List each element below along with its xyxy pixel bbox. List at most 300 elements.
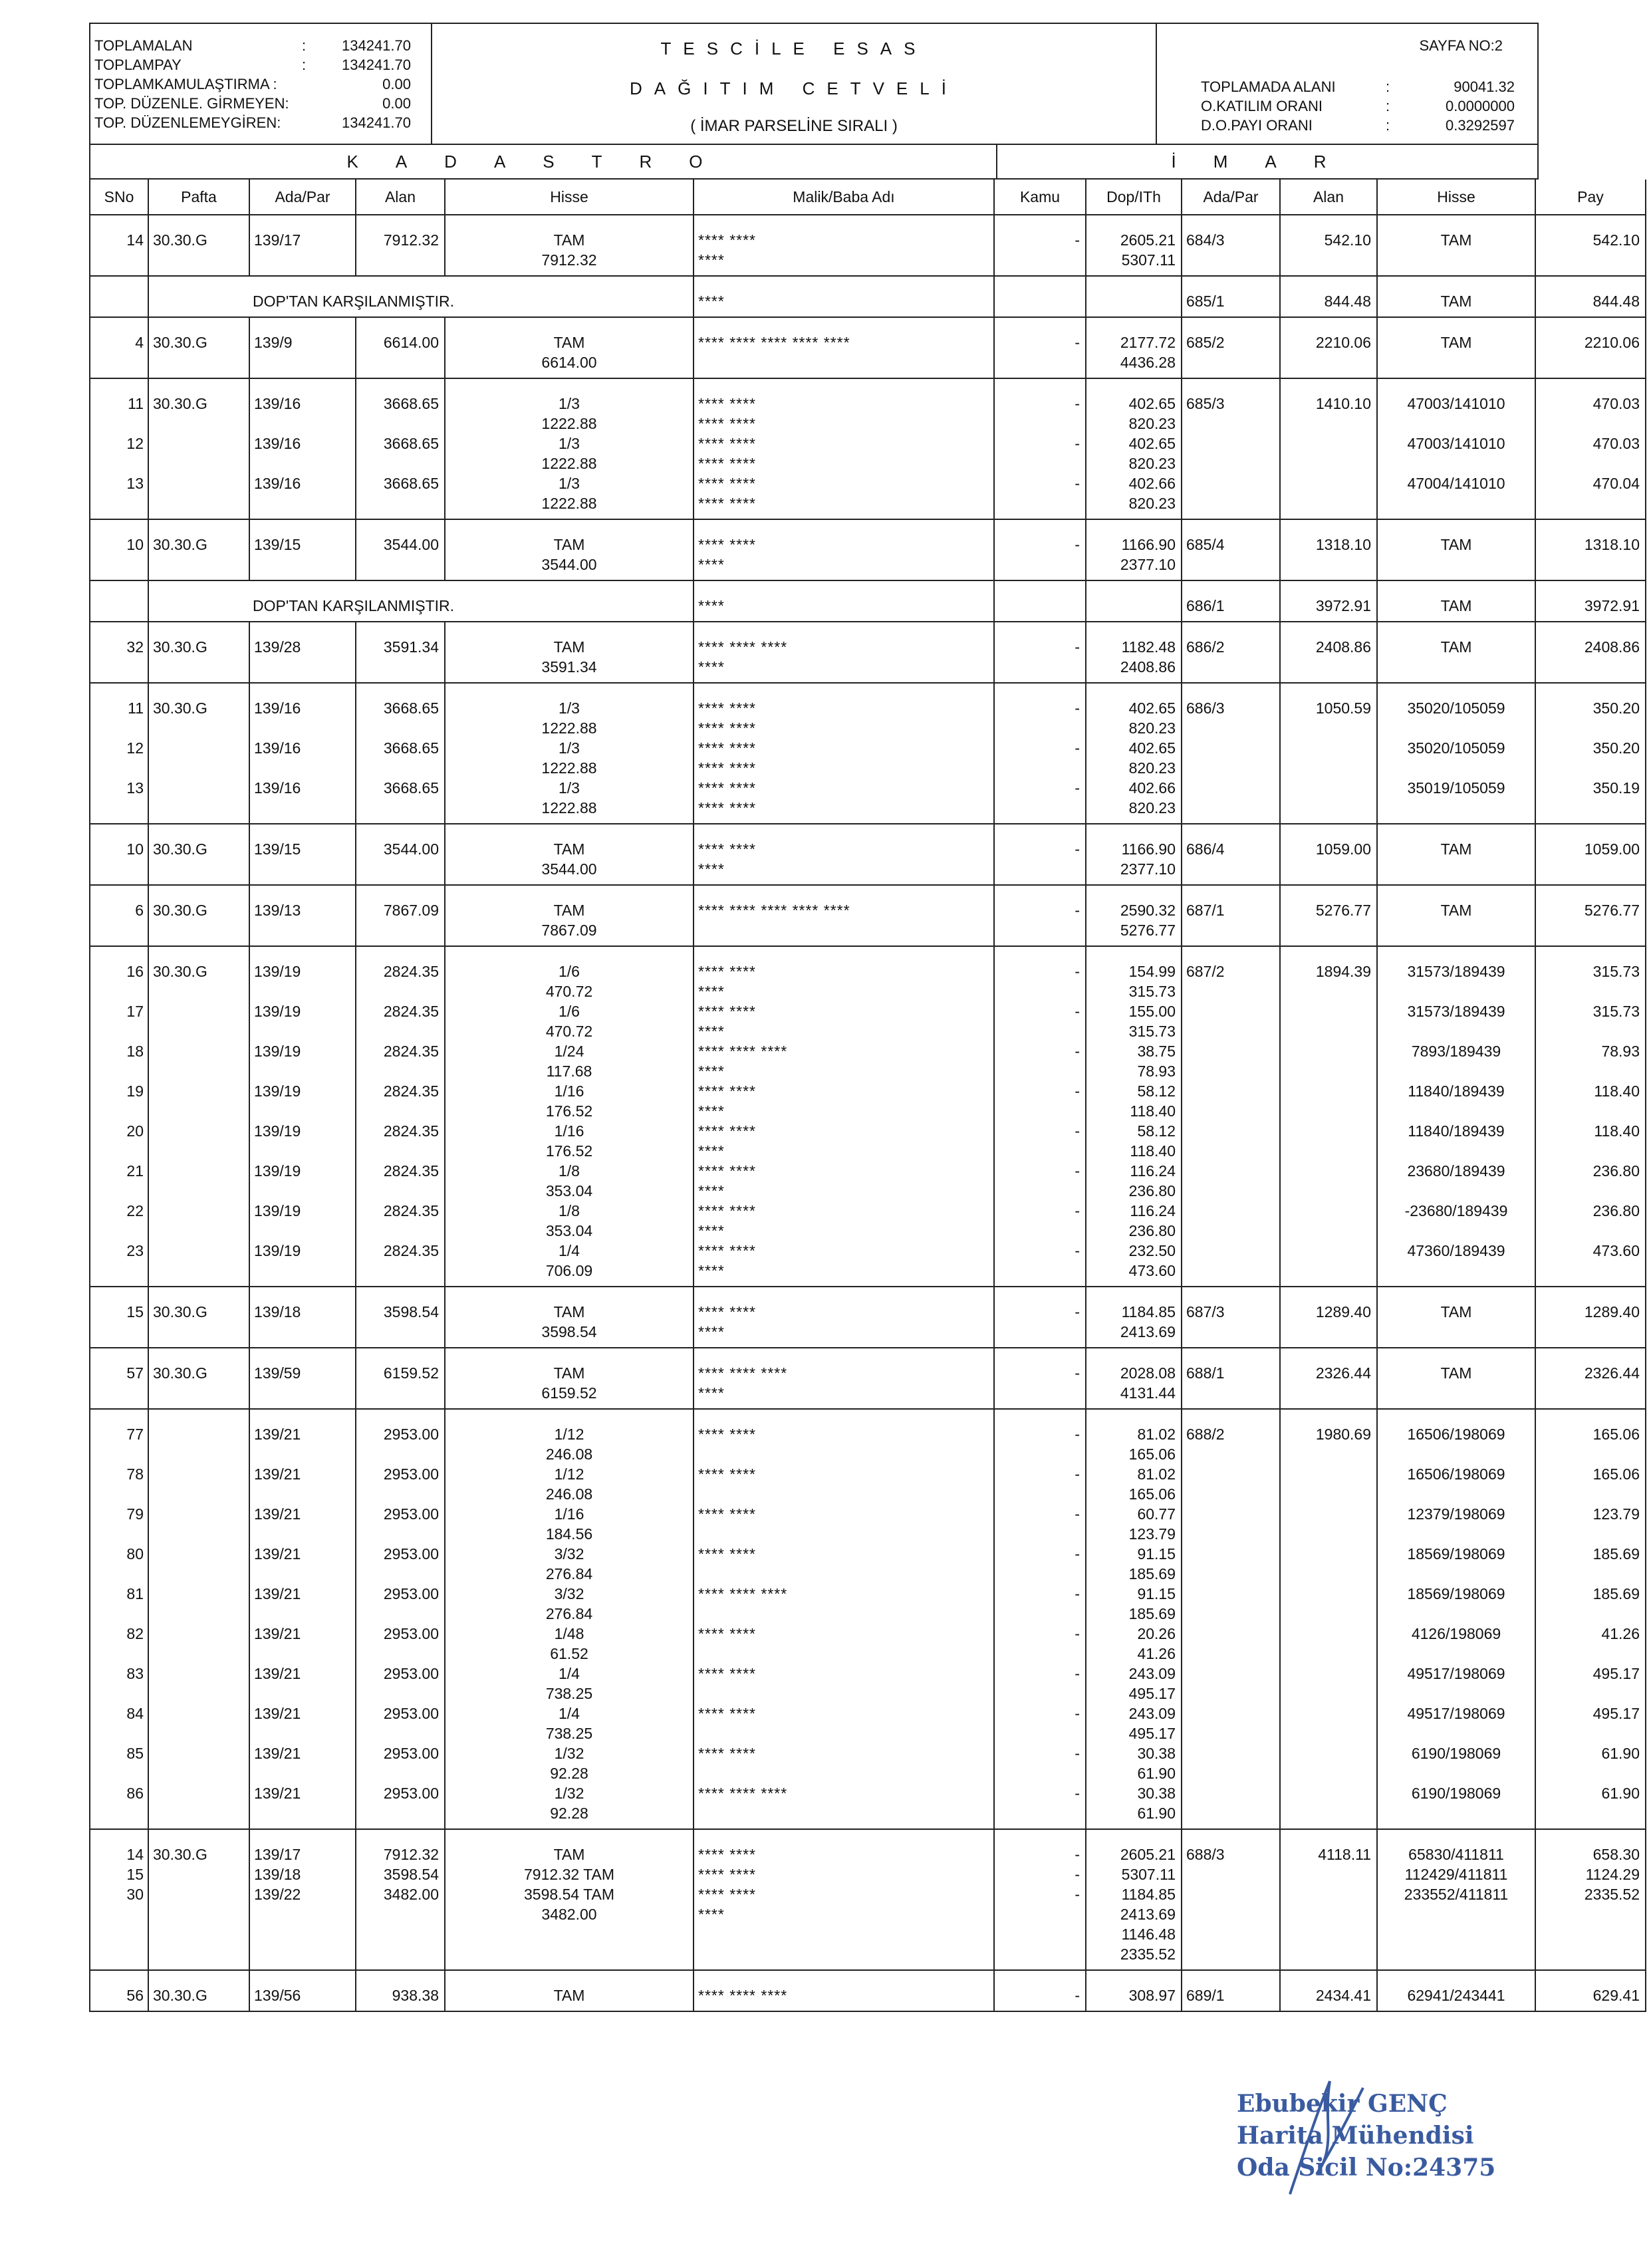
cell-line: 139/21 bbox=[254, 1625, 301, 1642]
cell-line bbox=[995, 1904, 1085, 1924]
cell-ihisse bbox=[1377, 683, 1535, 824]
table-row bbox=[90, 276, 1646, 317]
cell-sno bbox=[90, 519, 148, 580]
cell-line: 1/3 bbox=[559, 699, 580, 717]
cell-ihisse bbox=[1377, 1348, 1535, 1409]
cell-line: 30.30.G bbox=[153, 536, 207, 553]
cell-line: 685/2 bbox=[1186, 334, 1225, 351]
cell-ada bbox=[249, 1287, 356, 1348]
cell-line bbox=[90, 758, 148, 778]
cell-line: 2590.32 bbox=[1120, 902, 1176, 919]
cell-malik bbox=[694, 215, 994, 276]
cell-line: 16 bbox=[126, 963, 144, 980]
table-row bbox=[90, 378, 1646, 519]
cell-pay bbox=[1535, 946, 1646, 1287]
cell-line: 7912.32 TAM bbox=[524, 1866, 614, 1883]
cell-line: 1184.85 bbox=[1121, 1886, 1176, 1903]
cell-line bbox=[1378, 1444, 1535, 1464]
cell-alan bbox=[356, 378, 445, 519]
cell-line bbox=[694, 1564, 993, 1584]
cell-line: - bbox=[1075, 1846, 1080, 1863]
cell-line: - bbox=[1075, 475, 1080, 492]
cell-line bbox=[1378, 1484, 1535, 1504]
cell-dop bbox=[1086, 622, 1182, 683]
cell-line: 820.23 bbox=[1128, 455, 1176, 472]
cell-line: **** **** bbox=[698, 1242, 756, 1259]
cell-sno bbox=[90, 1287, 148, 1348]
cell-line bbox=[995, 1763, 1085, 1783]
cell-ialan bbox=[1280, 1829, 1377, 1970]
cell-ihisse bbox=[1377, 276, 1535, 317]
cell-alan bbox=[356, 519, 445, 580]
cell-line: TAM bbox=[1440, 840, 1472, 858]
cell-kamu bbox=[994, 519, 1086, 580]
cell-line: 7912.32 bbox=[383, 231, 439, 249]
summary-block bbox=[90, 24, 432, 144]
cell-line: 353.04 bbox=[545, 1222, 593, 1239]
cell-line: - bbox=[1075, 902, 1080, 919]
cell-line: 35019/105059 bbox=[1407, 779, 1505, 797]
cell-empty bbox=[90, 580, 148, 622]
kv-k: TOPLAMPAY bbox=[94, 57, 182, 73]
cell-line: 1/32 bbox=[554, 1745, 584, 1762]
cell-line: 2824.35 bbox=[383, 1082, 439, 1100]
cell-line: 35020/105059 bbox=[1407, 699, 1505, 717]
cell-line: 2413.69 bbox=[1120, 1323, 1176, 1340]
cell-hisse bbox=[445, 885, 694, 946]
cell-line: **** **** **** bbox=[698, 1364, 788, 1382]
cell-line bbox=[250, 1061, 355, 1081]
cell-line: 1184.85 bbox=[1121, 1303, 1176, 1321]
cell-line bbox=[356, 1604, 444, 1624]
cell-line: 470.72 bbox=[545, 983, 593, 1000]
cell-line: 3591.34 bbox=[541, 658, 597, 676]
cell-line: 139/16 bbox=[254, 739, 301, 757]
kv-k: TOP. DÜZENLE. GİRMEYEN: bbox=[94, 95, 289, 112]
cell-line: 1894.39 bbox=[1315, 963, 1371, 980]
cell-alan bbox=[356, 824, 445, 885]
kv-v: 0.0000000 bbox=[1446, 98, 1515, 114]
cell-line: **** **** bbox=[698, 1745, 756, 1762]
cell-line: **** **** bbox=[698, 1545, 756, 1563]
cell-line: **** bbox=[698, 1323, 725, 1340]
cell-line: TAM bbox=[1440, 1303, 1472, 1321]
cell-line: **** **** **** bbox=[698, 1785, 788, 1802]
cell-line: **** bbox=[698, 983, 725, 1000]
cell-line: TAM bbox=[553, 1846, 585, 1863]
cell-line bbox=[356, 1101, 444, 1121]
cell-malik bbox=[694, 378, 994, 519]
cell-line: 1318.10 bbox=[1315, 536, 1371, 553]
cell-ialan bbox=[1280, 683, 1377, 824]
cell-line: TAM bbox=[553, 1303, 585, 1321]
cell-line bbox=[356, 453, 444, 473]
cell-line: - bbox=[1075, 739, 1080, 757]
cell-line bbox=[995, 1101, 1085, 1121]
cell-line: 2953.00 bbox=[383, 1465, 439, 1483]
cell-kamu bbox=[994, 317, 1086, 378]
cell-line bbox=[1378, 1221, 1535, 1241]
cell-line bbox=[250, 1684, 355, 1703]
cell-line: 18569/198069 bbox=[1407, 1545, 1505, 1563]
cell-line: 118.40 bbox=[1594, 1122, 1640, 1140]
cell-line bbox=[1536, 1604, 1645, 1624]
cell-line bbox=[90, 493, 148, 513]
cell-line bbox=[995, 1181, 1085, 1201]
cell-line bbox=[149, 1424, 249, 1444]
cell-line: 5276.77 bbox=[1120, 922, 1176, 939]
table-row bbox=[90, 317, 1646, 378]
kv-v: 134241.70 bbox=[342, 114, 411, 131]
cell-line: 139/21 bbox=[254, 1465, 301, 1483]
cell-line bbox=[1378, 1061, 1535, 1081]
cell-line: 139/19 bbox=[254, 1082, 301, 1100]
cell-line: 139/21 bbox=[254, 1785, 301, 1802]
cell-line bbox=[995, 1524, 1085, 1544]
kv-v: 134241.70 bbox=[342, 37, 411, 54]
cell-line: 30 bbox=[126, 1886, 144, 1903]
cell-line: 31573/189439 bbox=[1407, 963, 1505, 980]
cell-line: TAM bbox=[553, 638, 585, 656]
cell-line: 81.02 bbox=[1137, 1465, 1176, 1483]
cell-line bbox=[356, 1261, 444, 1281]
signature-title: Harita Mühendisi bbox=[1237, 2122, 1474, 2150]
cell-line: 77 bbox=[126, 1426, 144, 1443]
cell-line: 1/8 bbox=[559, 1202, 580, 1219]
cell-line: 1/32 bbox=[554, 1785, 584, 1802]
cell-line: 1/16 bbox=[554, 1122, 584, 1140]
cell-kamu bbox=[994, 378, 1086, 519]
cell-line bbox=[1536, 1181, 1645, 1201]
cell-line: 139/18 bbox=[254, 1866, 301, 1883]
cell-line: TAM bbox=[553, 334, 585, 351]
cell-ada bbox=[249, 683, 356, 824]
cell-line: **** bbox=[698, 860, 725, 878]
cell-line: **** bbox=[698, 1262, 725, 1279]
cell-line bbox=[995, 798, 1085, 818]
cell-malik bbox=[694, 276, 994, 317]
cell-dop bbox=[1086, 1409, 1182, 1829]
cell-line: 58.12 bbox=[1137, 1122, 1176, 1140]
cell-line: 2210.06 bbox=[1315, 334, 1371, 351]
cell-line bbox=[694, 1803, 993, 1823]
cell-hisse bbox=[445, 1829, 694, 1970]
signature-scribble-icon bbox=[1277, 2075, 1370, 2201]
cell-line: 3598.54 bbox=[383, 1303, 439, 1321]
cell-line: 2953.00 bbox=[383, 1426, 439, 1443]
cell-line bbox=[356, 718, 444, 738]
table-row bbox=[90, 1287, 1646, 1348]
cell-line: TAM bbox=[553, 536, 585, 553]
cell-line: **** **** bbox=[698, 1465, 756, 1483]
cell-line bbox=[356, 798, 444, 818]
cell-line: 2434.41 bbox=[1315, 1987, 1371, 2004]
cell-line: 687/1 bbox=[1186, 902, 1225, 919]
signature-reg: Oda Sicil No:24375 bbox=[1237, 2154, 1496, 2182]
kv-k: TOP. DÜZENLEMEYGİREN: bbox=[94, 114, 281, 131]
cell-kamu bbox=[994, 946, 1086, 1287]
cell-line: 1146.48 bbox=[1121, 1926, 1176, 1943]
cell-dop bbox=[1086, 1970, 1182, 2011]
cell-line: 185.69 bbox=[1592, 1545, 1640, 1563]
cell-line: 470.04 bbox=[1592, 475, 1640, 492]
cell-line: **** bbox=[698, 1384, 725, 1402]
cell-line: 3598.54 TAM bbox=[524, 1886, 614, 1903]
cell-line: - bbox=[1075, 1082, 1080, 1100]
cell-line: - bbox=[1075, 1745, 1080, 1762]
cell-line: 12379/198069 bbox=[1407, 1505, 1505, 1523]
table-row bbox=[90, 1409, 1646, 1829]
cell-line: 185.69 bbox=[1128, 1605, 1176, 1622]
cell-line: 1/12 bbox=[554, 1426, 584, 1443]
cell-line: - bbox=[1075, 1122, 1080, 1140]
kv-row bbox=[94, 113, 431, 132]
cell-line bbox=[356, 1763, 444, 1783]
cell-line: 58.12 bbox=[1137, 1082, 1176, 1100]
cell-line: 1222.88 bbox=[541, 759, 597, 777]
cell-line: 6614.00 bbox=[383, 334, 439, 351]
title-line-2: DAĞITIM CETVELİ bbox=[630, 78, 958, 98]
cell-line: 1980.69 bbox=[1315, 1426, 1371, 1443]
cell-ialan bbox=[1280, 215, 1377, 276]
cell-line: 14 bbox=[126, 231, 144, 249]
cell-sno bbox=[90, 1348, 148, 1409]
cell-line: **** **** bbox=[698, 799, 756, 817]
cell-line: 118.40 bbox=[1130, 1102, 1176, 1120]
cell-line: 82 bbox=[126, 1625, 144, 1642]
cell-kamu bbox=[994, 885, 1086, 946]
cell-line: 3668.65 bbox=[383, 779, 439, 797]
cell-line: 23 bbox=[126, 1242, 144, 1259]
cell-line: 154.99 bbox=[1128, 963, 1176, 980]
cell-line: 1/4 bbox=[559, 1665, 580, 1682]
cell-line: **** **** bbox=[698, 759, 756, 777]
kv-k: TOPLAMKAMULAŞTIRMA : bbox=[94, 76, 277, 92]
cell-line bbox=[694, 1444, 993, 1464]
cell-line: 2953.00 bbox=[383, 1625, 439, 1642]
cell-line bbox=[90, 453, 148, 473]
col-header: Hisse bbox=[445, 180, 694, 215]
cell-line: TAM bbox=[1440, 1364, 1472, 1382]
cell-line bbox=[90, 981, 148, 1001]
cell-ihisse bbox=[1377, 824, 1535, 885]
cell-line: 689/1 bbox=[1186, 1987, 1225, 2004]
cell-kamu bbox=[994, 824, 1086, 885]
cell-line: 3668.65 bbox=[383, 699, 439, 717]
cell-line bbox=[90, 1904, 148, 1924]
cell-line: **** **** bbox=[698, 1426, 756, 1443]
cell-line: **** **** bbox=[698, 739, 756, 757]
cell-line: 3544.00 bbox=[541, 860, 597, 878]
table-row bbox=[90, 946, 1646, 1287]
cell-pafta bbox=[148, 378, 249, 519]
cell-line: **** **** bbox=[698, 435, 756, 452]
cell-line: 2824.35 bbox=[383, 963, 439, 980]
cell-line bbox=[356, 1021, 444, 1041]
cell-line: 10 bbox=[126, 840, 144, 858]
cell-line bbox=[1536, 1904, 1645, 1924]
cell-line: TAM bbox=[553, 902, 585, 919]
cell-dop bbox=[1086, 683, 1182, 824]
cell-line bbox=[1378, 718, 1535, 738]
cell-line: 685/1 bbox=[1186, 293, 1225, 310]
cell-line: 470.72 bbox=[545, 1023, 593, 1040]
cell-line bbox=[250, 414, 355, 434]
cell-line bbox=[250, 1644, 355, 1664]
cell-line bbox=[250, 1261, 355, 1281]
cell-line: 31573/189439 bbox=[1407, 1003, 1505, 1020]
cell-line bbox=[1378, 1564, 1535, 1584]
cell-line: 820.23 bbox=[1128, 799, 1176, 817]
ratio-block bbox=[1157, 24, 1537, 144]
cell-line: 49517/198069 bbox=[1407, 1665, 1505, 1682]
cell-kamu bbox=[994, 215, 1086, 276]
cell-line bbox=[250, 1021, 355, 1041]
cell-line: 315.73 bbox=[1128, 1023, 1176, 1040]
cell-line: 30.30.G bbox=[153, 902, 207, 919]
cell-line: 2210.06 bbox=[1584, 334, 1640, 351]
cell-line: 30.30.G bbox=[153, 1846, 207, 1863]
cell-line: 276.84 bbox=[545, 1605, 593, 1622]
kv-s: : bbox=[1386, 98, 1390, 114]
kv-v: 0.00 bbox=[382, 95, 411, 112]
cell-line: 2953.00 bbox=[383, 1665, 439, 1682]
cell-line bbox=[1378, 1904, 1535, 1924]
cell-sno bbox=[90, 622, 148, 683]
column-headers bbox=[90, 180, 1646, 215]
cell-line bbox=[1378, 1101, 1535, 1121]
cell-line: - bbox=[1075, 1886, 1080, 1903]
cell-ada bbox=[249, 1829, 356, 1970]
cell-sno bbox=[90, 215, 148, 276]
cell-line: - bbox=[1075, 1202, 1080, 1219]
cell-line: 1/6 bbox=[559, 1003, 580, 1020]
cell-line: 176.52 bbox=[545, 1142, 593, 1160]
kv-s bbox=[302, 94, 313, 113]
cell-line bbox=[1378, 798, 1535, 818]
cell-line: - bbox=[1075, 638, 1080, 656]
cell-line: 4118.11 bbox=[1318, 1846, 1371, 1863]
cell-line: 236.80 bbox=[1592, 1162, 1640, 1180]
cell-line: 3/32 bbox=[554, 1585, 584, 1602]
cell-line: 2326.44 bbox=[1584, 1364, 1640, 1382]
cell-line: 84 bbox=[126, 1705, 144, 1722]
cell-line: - bbox=[1075, 1625, 1080, 1642]
cell-line: 2326.44 bbox=[1315, 1364, 1371, 1382]
cell-line: 686/1 bbox=[1186, 597, 1225, 614]
cell-line: 542.10 bbox=[1324, 231, 1371, 249]
cell-iada bbox=[1182, 1409, 1280, 1829]
cell-line: - bbox=[1075, 1003, 1080, 1020]
cell-line bbox=[694, 1684, 993, 1703]
cell-line: 78 bbox=[126, 1465, 144, 1483]
table-row bbox=[90, 885, 1646, 946]
cell-line: 687/3 bbox=[1186, 1303, 1225, 1321]
cell-line: 2953.00 bbox=[383, 1545, 439, 1563]
cell-line: 81 bbox=[126, 1585, 144, 1602]
cell-line: **** **** bbox=[698, 475, 756, 492]
cell-line: 542.10 bbox=[1592, 231, 1640, 249]
cell-line: 1/3 bbox=[559, 739, 580, 757]
cell-line bbox=[356, 414, 444, 434]
cell-alan bbox=[356, 1348, 445, 1409]
cell-line bbox=[356, 981, 444, 1001]
section-header bbox=[89, 145, 1539, 180]
cell-line: 495.17 bbox=[1592, 1705, 1640, 1722]
signature-stamp bbox=[1237, 2088, 1523, 2184]
cell-pay bbox=[1535, 317, 1646, 378]
cell-line bbox=[694, 1763, 993, 1783]
cell-line bbox=[250, 758, 355, 778]
cell-line bbox=[995, 1644, 1085, 1664]
cell-line: 15 bbox=[126, 1303, 144, 1321]
cell-line: **** **** bbox=[698, 455, 756, 472]
kv-v: 134241.70 bbox=[342, 57, 411, 73]
cell-line: 1/3 bbox=[559, 475, 580, 492]
cell-line: **** bbox=[698, 1182, 725, 1199]
cell-dop bbox=[1086, 885, 1182, 946]
cell-line: 139/18 bbox=[254, 1303, 301, 1321]
cell-line: 30.30.G bbox=[153, 963, 207, 980]
kv-k: O.KATILIM ORANI bbox=[1201, 98, 1323, 114]
cell-line bbox=[995, 414, 1085, 434]
cell-pafta bbox=[148, 1348, 249, 1409]
cell-line: - bbox=[1075, 1545, 1080, 1563]
cell-line: 78.93 bbox=[1137, 1063, 1176, 1080]
cell-malik bbox=[694, 1287, 994, 1348]
cell-line: 1410.10 bbox=[1315, 395, 1371, 412]
cell-ihisse bbox=[1377, 885, 1535, 946]
cell-line: 30.30.G bbox=[153, 231, 207, 249]
cell-line: 41.26 bbox=[1137, 1645, 1176, 1662]
cell-line: 139/21 bbox=[254, 1545, 301, 1563]
kv-s: : bbox=[302, 37, 307, 54]
cell-iada bbox=[1182, 824, 1280, 885]
cell-alan bbox=[356, 215, 445, 276]
cell-hisse bbox=[445, 622, 694, 683]
cell-line: 402.65 bbox=[1128, 435, 1176, 452]
cell-line: 232.50 bbox=[1128, 1242, 1176, 1259]
cell-pay bbox=[1535, 580, 1646, 622]
cell-line: 118.40 bbox=[1130, 1142, 1176, 1160]
cell-pafta bbox=[148, 1409, 249, 1829]
cell-line: 139/15 bbox=[254, 840, 301, 858]
cell-line bbox=[90, 1604, 148, 1624]
cell-iada bbox=[1182, 622, 1280, 683]
cell-line: **** **** bbox=[698, 536, 756, 553]
cell-malik bbox=[694, 622, 994, 683]
cell-line: 738.25 bbox=[545, 1685, 593, 1702]
kv-row bbox=[94, 36, 431, 55]
cell-line bbox=[1536, 1684, 1645, 1703]
cell-line bbox=[356, 1061, 444, 1081]
cell-line: 1289.40 bbox=[1584, 1303, 1640, 1321]
cell-kamu bbox=[994, 1287, 1086, 1348]
cell-line bbox=[694, 1604, 993, 1624]
cell-line: - bbox=[1075, 1987, 1080, 2004]
cell-line bbox=[1536, 981, 1645, 1001]
header bbox=[89, 23, 1539, 145]
cell-line bbox=[694, 1723, 993, 1743]
cell-line: 820.23 bbox=[1128, 719, 1176, 737]
cell-malik bbox=[694, 824, 994, 885]
cell-pay bbox=[1535, 378, 1646, 519]
cell-line: - bbox=[1075, 1303, 1080, 1321]
cell-pafta bbox=[148, 885, 249, 946]
cell-line: TAM bbox=[1440, 638, 1472, 656]
cell-ialan bbox=[1280, 276, 1377, 317]
cell-hisse bbox=[445, 378, 694, 519]
